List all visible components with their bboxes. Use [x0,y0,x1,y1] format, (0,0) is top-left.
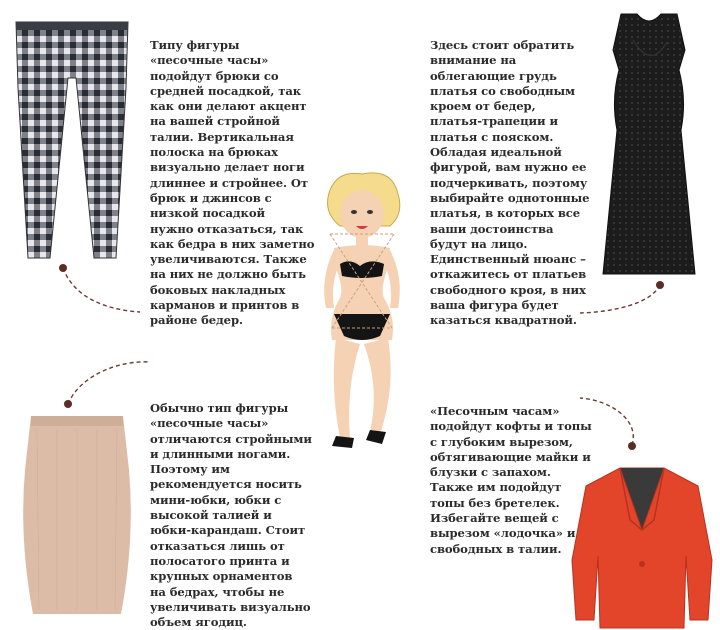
text-line: Обычно тип фигуры [150,401,289,415]
connector-dot-top [628,442,636,450]
text-line: с глубоким вырезом, [430,434,573,449]
text-line: Избегайте вещей с [430,511,559,526]
text-line: ваша фигура будет [430,298,559,313]
text-line: высокой талией и [150,508,272,523]
connector-dot-skirt [64,400,72,408]
checkered-pants-icon [10,18,132,263]
text-line: мини-юбки, юбки с [150,492,282,507]
text-line: Здесь стоит обратить [430,38,575,52]
text-line: подчеркивать, поэтому [430,175,588,190]
text-line: свободных в талии. [430,541,562,556]
text-line: облегающие грудь [430,68,557,83]
text-line: Поэтому им [150,462,230,477]
text-line: казаться квадратной. [430,313,577,328]
text-line: полоска на брюках [150,145,278,160]
text-line: крупных орнаментов [150,569,293,584]
text-line: «песочные часы» [150,53,269,68]
black-dress-icon [593,10,705,280]
connector-skirt [68,362,150,404]
text-line: подойдут брюки со [150,68,279,83]
text-line: Обладая идеальной [430,145,562,160]
text-line: как они делают акцент [150,99,307,114]
text-line: боковых накладных [150,282,286,297]
connector-dot-dress [656,281,664,289]
text-line: карманов и принтов в [150,298,300,313]
text-line: вырезом «лодочка» и [430,526,576,541]
dress-advice-text [430,38,589,329]
text-line: отказаться лишь от [150,538,285,553]
text-line: Типу фигуры [150,38,240,52]
text-line: платья с пояском. [430,129,554,144]
text-line: и длинными ногами. [150,446,291,461]
text-line: рекомендуется носить [150,477,302,492]
text-line: визуально делает ноги [150,160,305,175]
top-advice-text [430,404,592,557]
text-line: как бедра в них заметно [150,236,315,251]
text-line: свободного кроя, в них [430,282,586,297]
connector-dot-pants [59,264,67,272]
text-line: блузки с запахом. [430,465,551,480]
text-line: отличаются стройными [150,431,312,446]
text-line: на вашей стройной [150,114,280,129]
connector-dress [580,285,660,313]
text-line: подойдут кофты и топы [430,419,592,434]
text-line: Также им подойдут [430,480,562,495]
text-line: платья со свободным [430,83,575,98]
text-line: низкой посадкой [150,206,265,221]
text-line: платья-трапеции и [430,114,558,129]
pants-advice-text [150,38,314,329]
text-line: выбирайте однотонные [430,190,590,205]
text-line: юбки-карандаш. Стоит [150,523,306,538]
text-line: объем ягодиц. [150,615,247,630]
text-line: платья, в которых все [430,206,581,221]
text-line: увеличивать визуально [150,599,311,614]
text-line: нужно отказаться, так [150,221,304,236]
text-line: кроем от бедер, [430,99,536,114]
text-line: «песочные часы» [150,416,269,431]
text-line: Единственный нюанс – [430,252,586,267]
text-line: откажитесь от платьев [430,267,587,282]
text-line: «Песочным часам» [430,404,560,418]
text-line: на бедрах, чтобы не [150,584,285,599]
text-line: фигурой, вам нужно ее [430,160,587,175]
text-line: ваши достоинства [430,221,554,236]
text-line: будут на лицо. [430,236,528,251]
text-line: на них не должно быть [150,267,306,282]
hourglass-woman-illustration [300,168,425,468]
text-line: брюк и джинсов с [150,190,272,205]
text-line: обтягивающие майки и [430,449,591,464]
text-line: полосатого принта и [150,553,290,568]
connector-pants [63,268,140,312]
text-line: средней посадкой, так [150,83,302,98]
skirt-advice-text [150,401,312,630]
text-line: внимание на [430,53,517,68]
text-line: увеличиваются. Также [150,252,307,267]
pencil-skirt-icon [17,410,137,620]
text-line: длиннее и стройнее. От [150,175,308,190]
text-line: районе бедер. [150,313,243,328]
text-line: талии. Вертикальная [150,129,294,144]
text-line: топы без бретелек. [430,495,560,510]
